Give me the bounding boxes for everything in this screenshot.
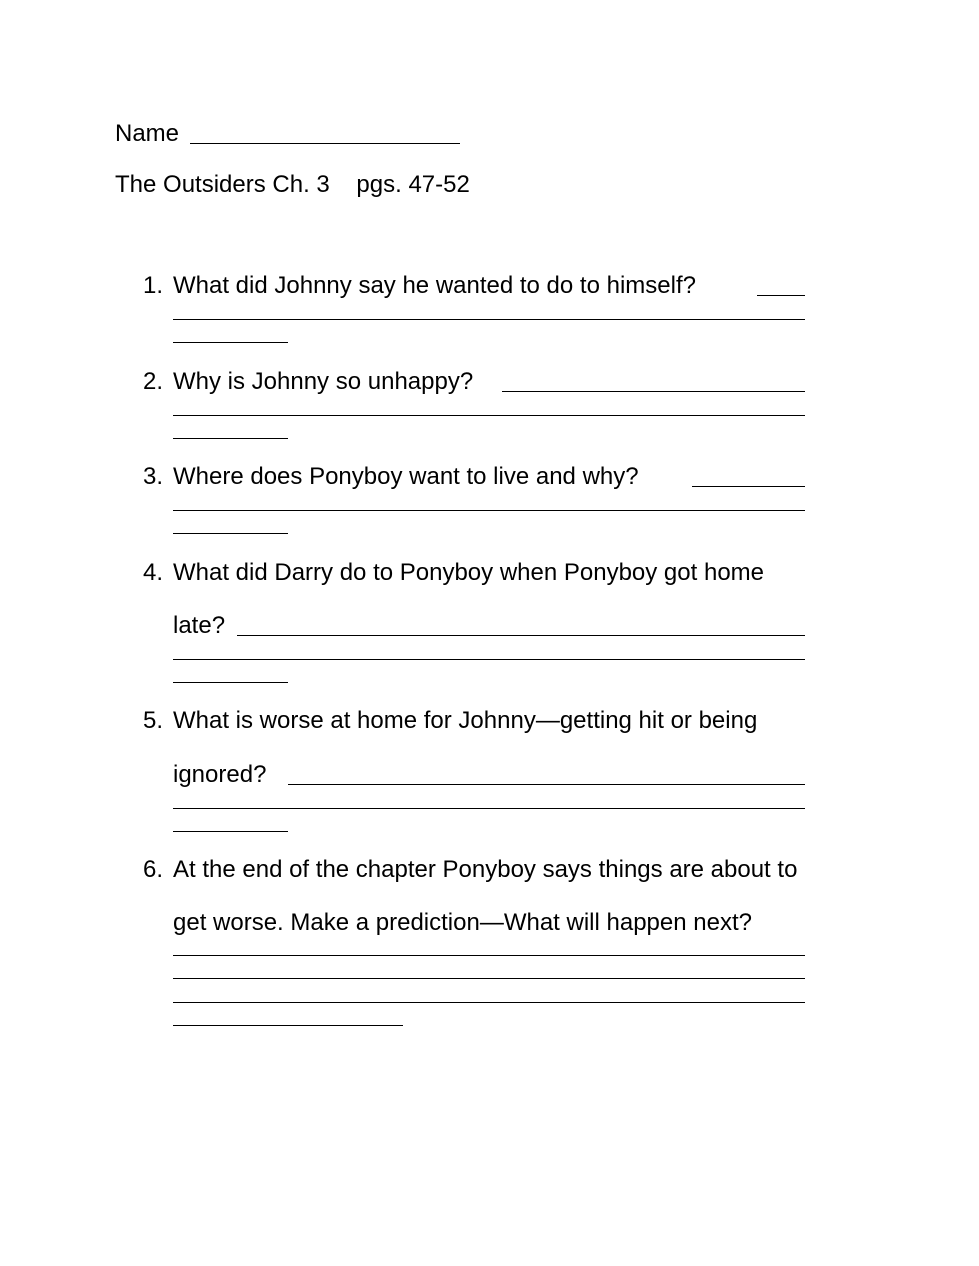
question-text-continued: late?	[173, 612, 226, 639]
question-number: 5.	[143, 707, 164, 734]
question-number: 6.	[143, 856, 164, 883]
question-number: 3.	[143, 463, 164, 490]
answer-line[interactable]	[173, 533, 288, 534]
question-text: Why is Johnny so unhappy?	[173, 368, 474, 395]
answer-line[interactable]	[237, 635, 805, 636]
answer-line[interactable]	[502, 391, 805, 392]
question-text: At the end of the chapter Ponyboy says things are about to	[173, 856, 798, 883]
question-text: What did Johnny say he wanted to do to himself?	[173, 272, 696, 299]
question-text-continued: ignored?	[173, 761, 267, 788]
answer-line[interactable]	[288, 784, 805, 785]
question-number: 1.	[143, 272, 164, 299]
question-text: Where does Ponyboy want to live and why?	[173, 463, 639, 490]
answer-line[interactable]	[173, 319, 805, 320]
answer-line[interactable]	[173, 510, 805, 511]
answer-line[interactable]	[173, 978, 805, 979]
name-answer-line[interactable]	[190, 143, 460, 144]
question-text-continued: get worse. Make a prediction—What will happen next?	[173, 909, 752, 936]
answer-line[interactable]	[173, 831, 288, 832]
question-text: What did Darry do to Ponyboy when Ponyboy got home	[173, 559, 764, 586]
answer-line[interactable]	[692, 486, 805, 487]
answer-line[interactable]	[173, 682, 288, 683]
answer-line[interactable]	[173, 438, 288, 439]
answer-line[interactable]	[173, 808, 805, 809]
answer-line[interactable]	[173, 415, 805, 416]
answer-line[interactable]	[757, 295, 805, 296]
question-text: What is worse at home for Johnny—getting hit or being	[173, 707, 758, 734]
answer-line[interactable]	[173, 342, 288, 343]
name-label: Name	[115, 120, 180, 147]
question-number: 4.	[143, 559, 164, 586]
answer-line[interactable]	[173, 1025, 403, 1026]
question-number: 2.	[143, 368, 164, 395]
worksheet-title: The Outsiders Ch. 3 pgs. 47-52	[115, 171, 470, 198]
answer-line[interactable]	[173, 659, 805, 660]
answer-line[interactable]	[173, 1002, 805, 1003]
answer-line[interactable]	[173, 955, 805, 956]
